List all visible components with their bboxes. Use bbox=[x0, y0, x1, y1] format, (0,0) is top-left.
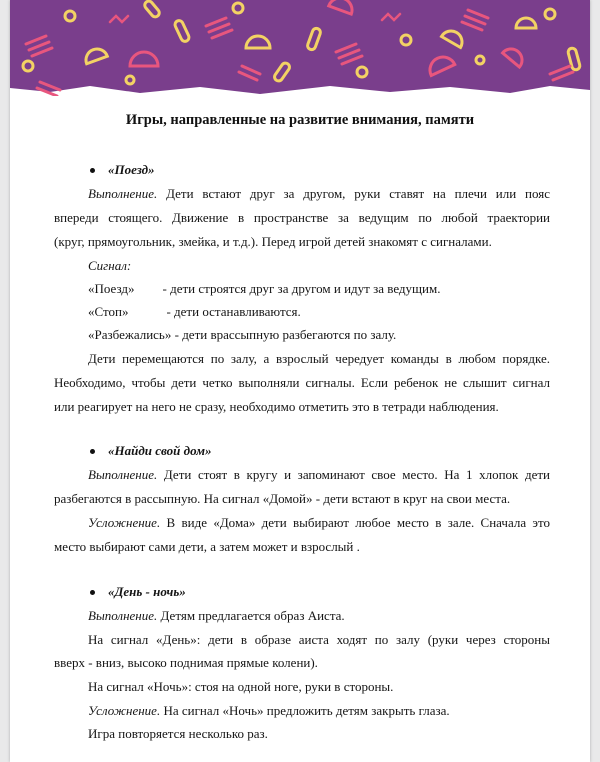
signal-label: Сигнал: bbox=[88, 258, 132, 273]
paragraph-line: Необходимо, чтобы дети четко выполняли сигналы. Если ребенок не слышит сигнал bbox=[54, 375, 550, 390]
bullet-icon bbox=[90, 168, 95, 173]
bullet-icon bbox=[90, 590, 95, 595]
paragraph-line: Дети перемещаются по залу, а взрослый чередует команды в любом порядке. bbox=[88, 351, 550, 366]
paragraph-line: Игра повторяется несколько раз. bbox=[88, 726, 268, 741]
page-title: Игры, направленные на развитие внимания, памяти bbox=[125, 112, 475, 128]
game-title: «Поезд» bbox=[108, 162, 155, 177]
paragraph-line: место выбирают сами дети, а затем может и взрослый . bbox=[54, 539, 360, 554]
signal-item: «Стоп» - дети останавливаются. bbox=[88, 304, 301, 319]
paragraph-line: Усложнение. В виде «Дома» дети выбирают любое место в зале. Сначала это bbox=[88, 515, 551, 530]
paragraph-line: Выполнение. Дети стоят в кругу и запоминают свое место. На 1 хлопок дети bbox=[88, 467, 550, 482]
paragraph-line: Выполнение. Дети встают друг за другом, руки ставят на плечи или пояс bbox=[88, 186, 551, 201]
paragraph-line: или реагирует на него не сразу, необходимо отметить это в тетради наблюдения. bbox=[54, 399, 499, 414]
signal-item: «Разбежались» - дети врассыпную разбегаются по залу. bbox=[88, 327, 397, 342]
signal-item: «Поезд» - дети строятся друг за другом и идут за ведущим. bbox=[88, 281, 441, 296]
paragraph-line: впереди стоящего. Движение в пространстве за ведущим по любой траектории bbox=[54, 210, 550, 225]
paragraph-line: Выполнение. Детям предлагается образ Аиста. bbox=[88, 608, 345, 623]
paragraph-line: На сигнал «День»: дети в образе аиста ходят по залу (руки через стороны bbox=[88, 632, 550, 647]
game-title: «Найди свой дом» bbox=[108, 443, 212, 458]
paragraph-line: Усложнение. На сигнал «Ночь» предложить детям закрыть глаза. bbox=[88, 703, 450, 718]
document-page bbox=[10, 0, 590, 762]
paragraph-line: (круг, прямоугольник, змейка, и т.д.). Перед игрой детей знакомят с сигналами. bbox=[54, 234, 492, 249]
game-title: «День - ночь» bbox=[108, 584, 186, 599]
header-banner bbox=[10, 0, 590, 96]
confetti-decoration bbox=[10, 0, 590, 96]
paragraph-line: На сигнал «Ночь»: стоя на одной ноге, руки в стороны. bbox=[88, 679, 394, 694]
bullet-icon bbox=[90, 449, 95, 454]
paragraph-line: разбегаются в рассыпную. На сигнал «Домой» - дети встают в круг на свои места. bbox=[54, 491, 511, 506]
paragraph-line: вверх - вниз, высоко поднимая прямые колени). bbox=[54, 655, 318, 670]
